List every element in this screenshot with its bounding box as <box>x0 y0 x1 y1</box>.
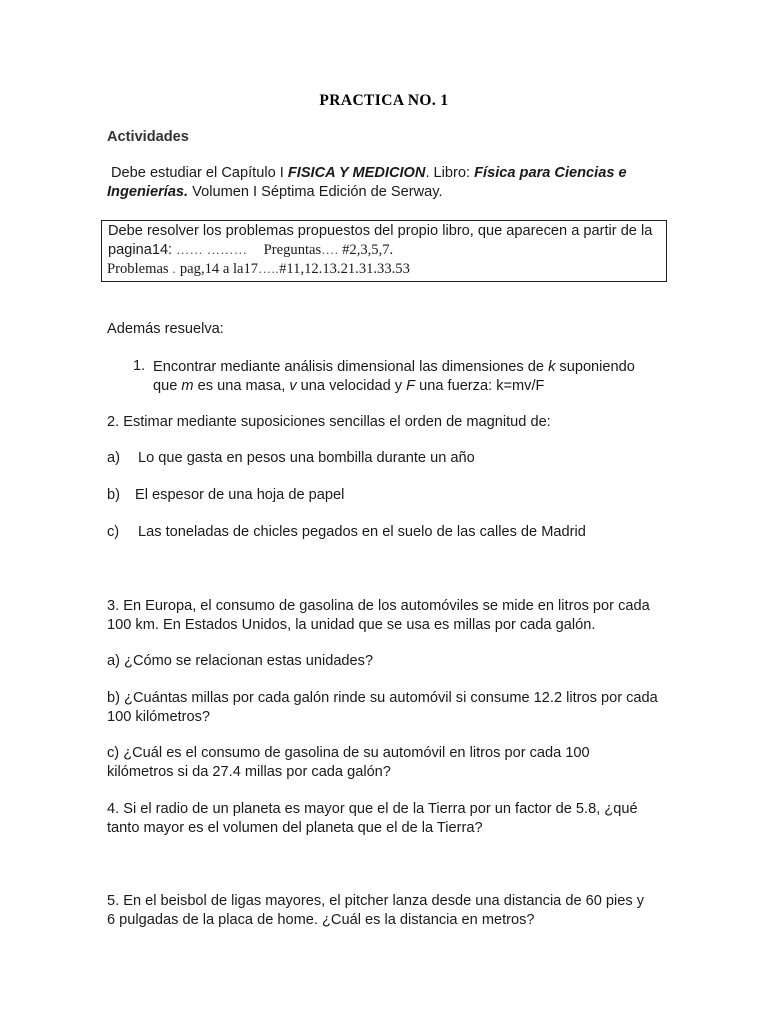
book-title-b: Ingenierías. <box>107 184 189 200</box>
item-1-text-b: suponiendo <box>555 359 635 375</box>
item-1-number: 1. <box>133 358 146 374</box>
item-2b-text: El espesor de una hoja de papel <box>135 487 345 503</box>
chapter-title: FISICA Y MEDICION <box>287 165 426 181</box>
item-4-line-2: tanto mayor es el volumen del planeta que el de la Tierra? <box>107 820 483 836</box>
intro-text-1: Debe estudiar el Capítulo I <box>111 165 288 181</box>
item-1-text-a: Encontrar mediante análisis dimensional las dimensiones de <box>153 359 549 375</box>
item-2b-letter: b) <box>107 487 120 503</box>
item-1-var-F: F <box>406 378 416 394</box>
item-1-text-e: una velocidad y <box>296 378 407 394</box>
box-line-3 <box>107 261 410 278</box>
page-title: PRACTICA NO. 1 <box>319 92 449 109</box>
assignment-box <box>101 220 667 282</box>
item-3b-line-1: b) ¿Cuántas millas por cada galón rinde su automóvil si consume 12.2 litros por cada <box>107 690 658 706</box>
item-3c-line-1: c) ¿Cuál es el consumo de gasolina de su automóvil en litros por cada 100 <box>107 745 590 761</box>
item-1-line-1 <box>153 358 635 377</box>
item-5-line-1: 5. En el beisbol de ligas mayores, el pitcher lanza desde una distancia de 60 pies y <box>107 893 645 909</box>
item-1-line-2 <box>153 377 544 396</box>
item-3a-text: a) ¿Cómo se relacionan estas unidades? <box>107 653 374 669</box>
item-1-text-c: que <box>153 378 182 394</box>
activities-heading: Actividades <box>107 129 189 145</box>
item-1-text-f: una fuerza: k=mv/F <box>415 378 545 394</box>
item-2c-letter: c) <box>107 524 120 540</box>
intro-line-2 <box>107 183 667 202</box>
item-2c-text: Las toneladas de chicles pegados en el suelo de las calles de Madrid <box>138 524 586 540</box>
item-2a-letter: a) <box>107 450 120 466</box>
item-5-line-2: 6 pulgadas de la placa de home. ¿Cuál es la distancia en metros? <box>107 912 535 928</box>
item-1-var-k: k <box>548 359 556 375</box>
item-3b-line-2: 100 kilómetros? <box>107 709 211 725</box>
item-1-var-v: v <box>289 378 297 394</box>
intro-text-3: Volumen I Séptima Edición de Serway. <box>188 184 443 200</box>
box-questions-list: #2,3,5,7. <box>338 242 394 258</box>
item-2-text: 2. Estimar mediante suposiciones sencillas el orden de magnitud de: <box>107 414 551 430</box>
box-line-2 <box>108 242 393 259</box>
item-3c-line-2: kilómetros si da 27.4 millas por cada galón? <box>107 764 391 780</box>
box-dots-2: …. <box>321 242 339 257</box>
intro-line-1 <box>111 164 671 183</box>
item-1-text-d: es una masa, <box>193 378 290 394</box>
box-problems-pages: pag,14 a la17 <box>179 261 259 277</box>
box-dot: . <box>168 261 180 276</box>
box-problems-label: Problemas <box>107 261 169 277</box>
box-page-label: pagina14: <box>108 242 177 258</box>
ademas-text: Además resuelva: <box>107 321 224 337</box>
item-4-line-1: 4. Si el radio de un planeta es mayor que el de la Tierra por un factor de 5.8, ¿qué <box>107 801 638 817</box>
item-2a-text: Lo que gasta en pesos una bombilla durante un año <box>138 450 475 466</box>
intro-text-2: . Libro: <box>425 165 475 181</box>
item-1-var-m: m <box>181 378 194 394</box>
box-questions-label: Preguntas <box>263 242 322 258</box>
box-problems-list: #11,12.13.21.31.33.53 <box>279 261 410 277</box>
box-dots-1: …… ……… <box>176 242 248 257</box>
box-line-1: Debe resolver los problemas propuestos del propio libro, que aparecen a partir de la <box>108 223 653 239</box>
item-3-line-2: 100 km. En Estados Unidos, la unidad que se usa es millas por cada galón. <box>107 617 596 633</box>
item-3-line-1: 3. En Europa, el consumo de gasolina de los automóviles se mide en litros por cada <box>107 598 650 614</box>
box-dots-3: ….. <box>258 261 280 276</box>
book-title-a: Física para Ciencias e <box>474 165 627 181</box>
